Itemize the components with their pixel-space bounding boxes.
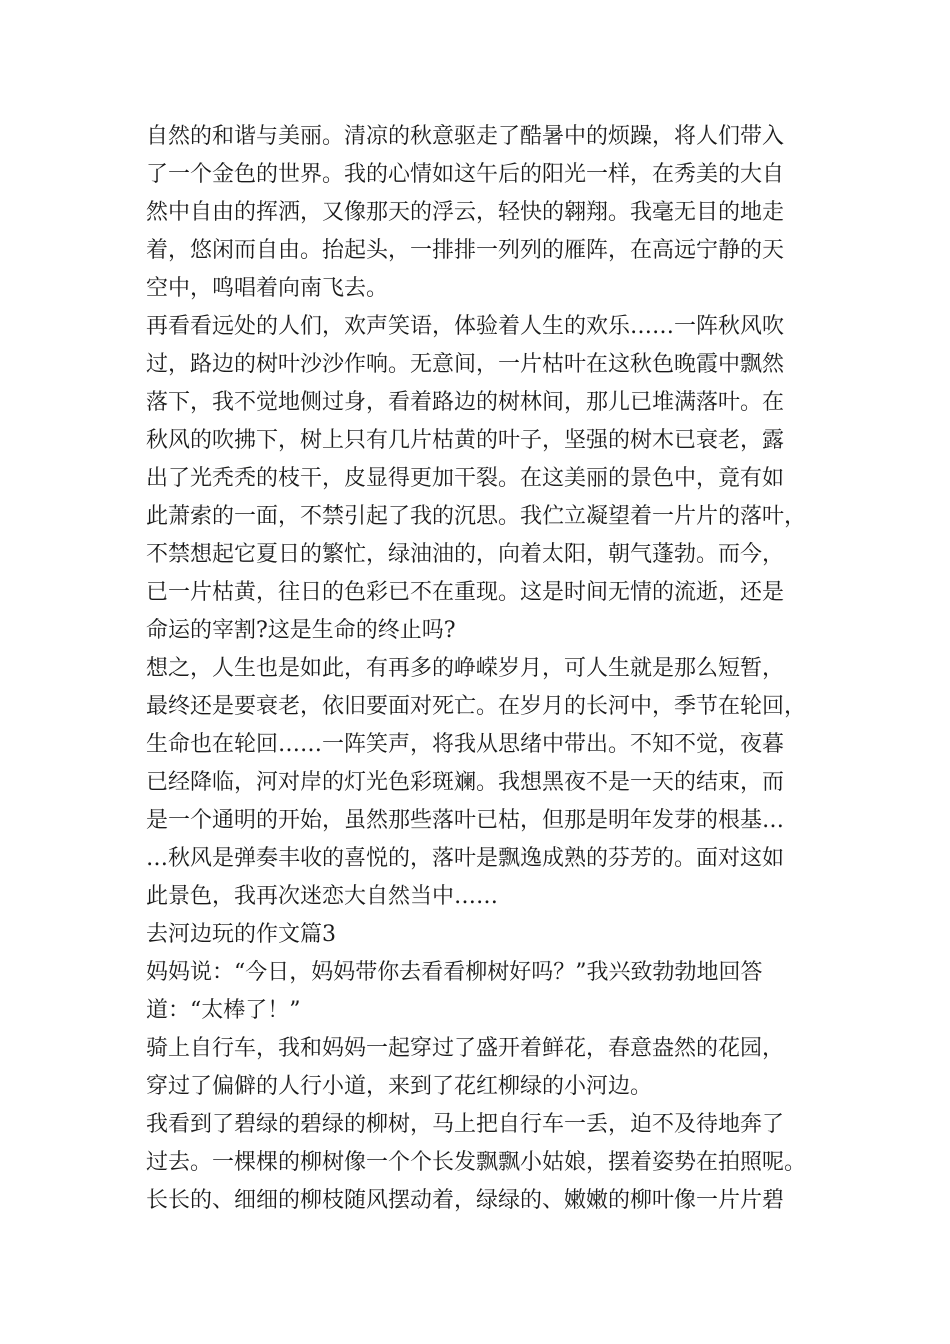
text-line: 然中自由的挥洒，又像那天的浮云，轻快的翱翔。我毫无目的地走 [146, 200, 785, 225]
text-line: 穿过了偏僻的人行小道，来到了花红柳绿的小河边。 [146, 1074, 653, 1099]
text-line: 命运的宰割?这是生命的终止吗? [146, 618, 456, 643]
text-line: 最终还是要衰老，依旧要面对死亡。在岁月的长河中，季节在轮回， [146, 694, 807, 719]
text-line: 自然的和谐与美丽。清凉的秋意驱走了酷暑中的烦躁，将人们带入 [146, 124, 785, 149]
text-line: 长长的、细细的柳枝随风摆动着，绿绿的、嫩嫩的柳叶像一片片碧 [146, 1188, 785, 1213]
document-body [146, 118, 814, 1220]
text-line: 生命也在轮回……一阵笑声，将我从思绪中带出。不知不觉，夜暮 [146, 732, 785, 757]
text-line: 了一个金色的世界。我的心情如这午后的阳光一样，在秀美的大自 [146, 162, 785, 187]
text-line: 着，悠闲而自由。抬起头，一排排一列列的雁阵，在高远宁静的天 [146, 238, 785, 263]
text-line: 再看看远处的人们，欢声笑语，体验着人生的欢乐……一阵秋风吹 [146, 314, 785, 339]
text-line: 过，路边的树叶沙沙作响。无意间，一片枯叶在这秋色晚霞中飘然 [146, 352, 785, 377]
section-heading: 去河边玩的作文篇3 [146, 922, 336, 947]
text-line: 道：“太棒了！” [146, 998, 301, 1023]
text-line: 想之，人生也是如此，有再多的峥嵘岁月，可人生就是那么短暂， [146, 656, 785, 681]
text-line: 落下，我不觉地侧过身，看着路边的树林间，那儿已堆满落叶。在 [146, 390, 785, 415]
text-line: 是一个通明的开始，虽然那些落叶已枯，但那是明年发芽的根基… [146, 808, 785, 833]
text-line: 过去。一棵棵的柳树像一个个长发飘飘小姑娘，摆着姿势在拍照呢。 [146, 1150, 807, 1175]
text-line: 已经降临，河对岸的灯光色彩斑斓。我想黑夜不是一天的结束，而 [146, 770, 785, 795]
text-line: 妈妈说：“今日，妈妈带你去看看柳树好吗？”我兴致勃勃地回答 [146, 960, 763, 985]
text-line: 此景色，我再次迷恋大自然当中…… [146, 884, 499, 909]
text-line: 已一片枯黄，往日的色彩已不在重现。这是时间无情的流逝，还是 [146, 580, 785, 605]
text-line: 空中，鸣唱着向南飞去。 [146, 276, 389, 301]
text-line: 不禁想起它夏日的繁忙，绿油油的，向着太阳，朝气蓬勃。而今， [146, 542, 785, 567]
text-line: 此萧索的一面，不禁引起了我的沉思。我伫立凝望着一片片的落叶， [146, 504, 807, 529]
text-line: …秋风是弹奏丰收的喜悦的，落叶是飘逸成熟的芬芳的。面对这如 [146, 846, 785, 871]
text-line: 出了光秃秃的枝干，皮显得更加干裂。在这美丽的景色中，竟有如 [146, 466, 785, 491]
text-line: 秋风的吹拂下，树上只有几片枯黄的叶子，坚强的树木已衰老，露 [146, 428, 785, 453]
text-line: 我看到了碧绿的碧绿的柳树，马上把自行车一丢，迫不及待地奔了 [146, 1112, 785, 1137]
text-line: 骑上自行车，我和妈妈一起穿过了盛开着鲜花，春意盎然的花园， [146, 1036, 785, 1061]
